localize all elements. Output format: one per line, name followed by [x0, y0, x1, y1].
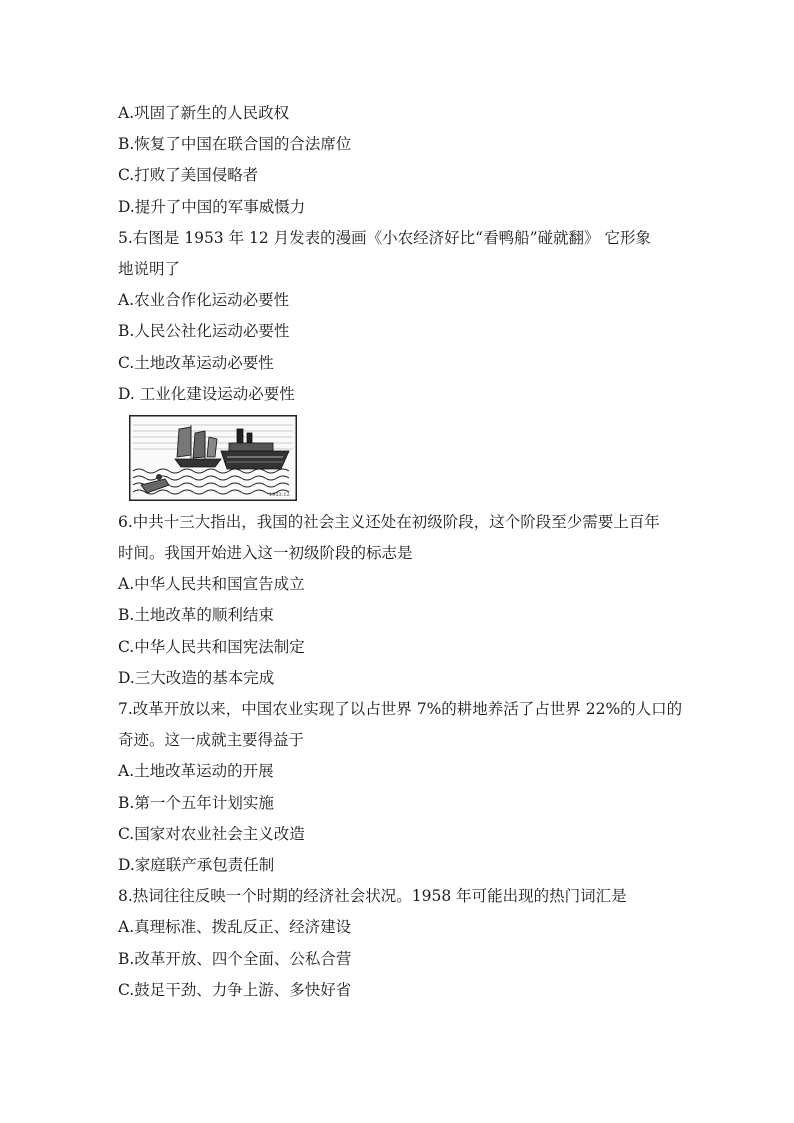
q5-option-d: D. 工业化建设运动必要性 [118, 384, 295, 403]
cartoon-caption: 1953.12 [269, 491, 290, 498]
q7-stem-line-2: 奇迹。这一成就主要得益于 [118, 731, 305, 750]
cartoon-boats-image [129, 415, 297, 501]
q8-stem-line-1: 8.热词往往反映一个时期的经济社会状况。1958 年可能出现的热门词汇是 [118, 887, 627, 906]
q7-option-a: A.土地改革运动的开展 [118, 762, 274, 781]
question-4-options [118, 98, 678, 223]
q7-option-d: D.家庭联产承包责任制 [118, 855, 275, 874]
q4-option-d: D.提升了中国的军事威慑力 [118, 197, 306, 216]
q5-stem-line-2: 地说明了 [118, 259, 181, 278]
q8-option-b: B.改革开放、四个全面、公私合营 [118, 949, 352, 968]
q5-option-a: A.农业合作化运动必要性 [118, 291, 290, 310]
q5-option-c: C.土地改革运动必要性 [118, 353, 274, 372]
q6-stem-line-1: 6.中共十三大指出，我国的社会主义还处在初级阶段，这个阶段至少需要上百年 [118, 512, 660, 531]
q6-option-b: B.土地改革的顺利结束 [118, 606, 274, 625]
question-6 [118, 507, 678, 694]
q7-option-b: B.第一个五年计划实施 [118, 793, 274, 812]
q8-option-a: A.真理标准、拨乱反正、经济建设 [118, 918, 352, 937]
q7-option-c: C.国家对农业社会主义改造 [118, 824, 305, 843]
exam-page [118, 98, 683, 1006]
q6-option-d: D.三大改造的基本完成 [118, 668, 275, 687]
q4-option-a: A.巩固了新生的人民政权 [118, 104, 290, 122]
question-8 [118, 881, 678, 1006]
q7-stem-line-1: 7.改革开放以来，中国农业实现了以占世界 7%的耕地养活了占世界 22%的人口的 [118, 700, 683, 718]
question-7 [118, 694, 683, 881]
q6-option-c: C.中华人民共和国宪法制定 [118, 637, 305, 656]
q8-option-c: C.鼓足干劲、力争上游、多快好省 [118, 980, 352, 999]
question-5 [118, 223, 678, 501]
q6-option-a: A.中华人民共和国宣告成立 [118, 575, 305, 594]
q4-option-b: B.恢复了中国在联合国的合法席位 [118, 135, 352, 154]
q5-stem-line-1: 5.右图是 1953 年 12 月发表的漫画《小农经济好比“看鸭船”碰就翻》 它形象 [118, 228, 651, 247]
q6-stem-line-2: 时间。我国开始进入这一初级阶段的标志是 [118, 544, 413, 563]
q5-option-b: B.人民公社化运动必要性 [118, 322, 290, 341]
q4-option-c: C.打败了美国侵略者 [118, 166, 259, 185]
